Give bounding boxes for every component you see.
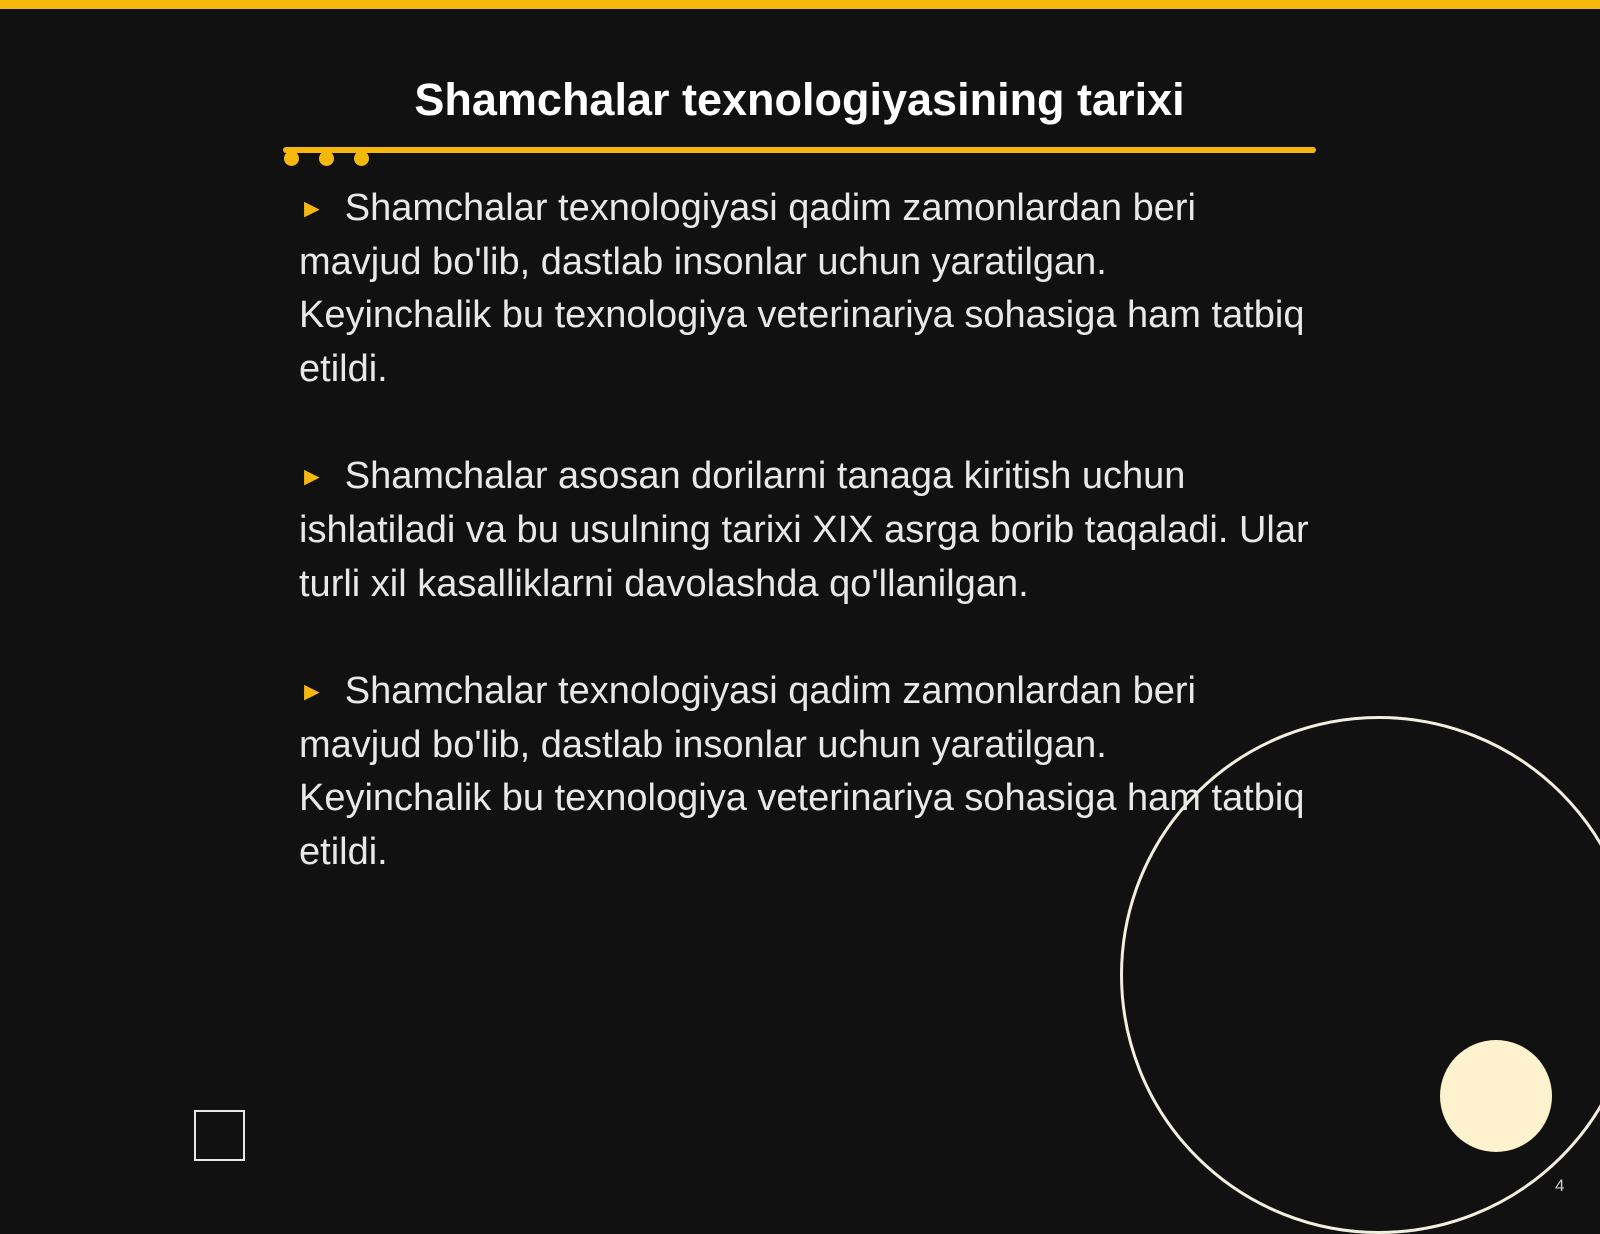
decor-dot [354,151,369,166]
decor-dot [284,151,299,166]
slide-body [299,182,1309,934]
paragraph-text: Shamchalar asosan dorilarni tanaga kiritish uchun ishlatiladi va bu usulning tarixi XIX asrga borib taqaladi. Ular turli xil kasalliklarni davolashda qo'llanilgan. [299,455,1309,605]
top-accent-bar [0,0,1600,9]
bullet-arrow-icon: ► [299,676,325,707]
paragraph-text: Shamchalar texnologiyasi qadim zamonlardan beri mavjud bo'lib, dastlab insonlar uchun yaratilgan. Keyinchalik bu texnologiya veterinariya sohasiga ham tatbiq etildi. [299,670,1305,873]
slide-title: Shamchalar texnologiyasining tarixi [414,74,1185,125]
decor-dot [319,151,334,166]
title-underline [283,147,1316,153]
bullet-paragraph [299,665,1309,879]
bullet-paragraph [299,182,1309,396]
decor-square [194,1110,245,1161]
decor-sun-circle [1440,1040,1552,1152]
bullet-paragraph [299,450,1309,611]
paragraph-text: Shamchalar texnologiyasi qadim zamonlardan beri mavjud bo'lib, dastlab insonlar uchun yaratilgan. Keyinchalik bu texnologiya veterinariya sohasiga ham tatbiq etildi. [299,187,1305,390]
bullet-arrow-icon: ► [299,193,325,223]
bullet-arrow-icon: ► [299,461,325,492]
page-number: 4 [1555,1176,1565,1195]
